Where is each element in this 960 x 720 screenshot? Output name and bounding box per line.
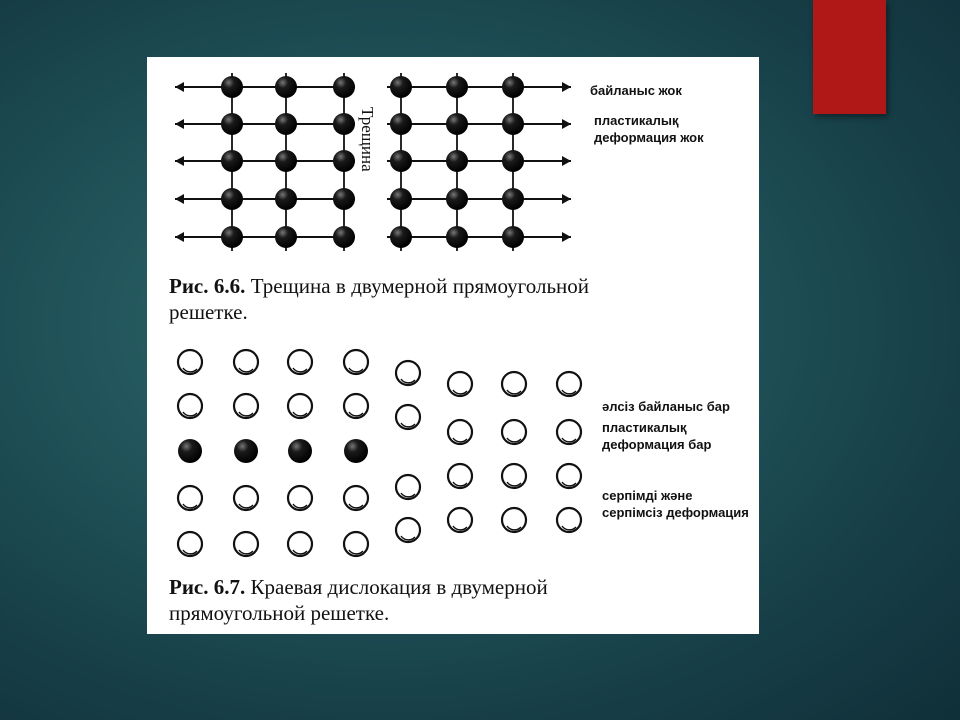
open-atom: [396, 518, 420, 542]
figure-6-6-number: Рис. 6.6.: [169, 274, 246, 298]
open-atom: [234, 486, 258, 510]
slide-accent-rect: [813, 0, 886, 114]
figure-6-7-number: Рис. 6.7.: [169, 575, 246, 599]
open-atom: [234, 350, 258, 374]
open-atom: [344, 394, 368, 418]
label-elastic-inelastic-deformation: серпімді және серпімсіз деформация: [602, 488, 749, 520]
open-atom: [557, 420, 581, 444]
open-atom: [557, 464, 581, 488]
open-atom: [448, 420, 472, 444]
open-atom: [344, 350, 368, 374]
open-atom: [502, 372, 526, 396]
open-atom: [396, 361, 420, 385]
open-atom: [288, 532, 312, 556]
open-atom: [344, 532, 368, 556]
dark-atom: [288, 439, 312, 463]
label-weak-bond: әлсіз байланыс бар: [602, 399, 730, 414]
open-atom: [557, 372, 581, 396]
open-atom: [448, 372, 472, 396]
open-atom: [288, 350, 312, 374]
dark-atom: [234, 439, 258, 463]
open-atom: [288, 486, 312, 510]
label-no-bond: байланыс жок: [590, 83, 682, 98]
figure-6-6-caption-text: Трещина в двумерной прямоугольной решетке.: [169, 274, 590, 324]
open-atom: [396, 475, 420, 499]
open-atom: [448, 508, 472, 532]
open-atom: [178, 532, 202, 556]
open-atom: [178, 394, 202, 418]
dark-atom: [178, 439, 202, 463]
open-atom: [396, 405, 420, 429]
open-atom: [502, 464, 526, 488]
figure-6-7-caption-text: Краевая дислокация в двумерной прямоугольной решетке.: [169, 575, 548, 625]
open-atom: [234, 394, 258, 418]
open-atom: [557, 508, 581, 532]
crack-label: Трещина: [358, 107, 377, 172]
dark-atom: [344, 439, 368, 463]
label-no-plastic-deformation: пластикалық деформация жок: [594, 113, 704, 145]
open-atom: [178, 486, 202, 510]
open-atom: [234, 532, 258, 556]
open-atom: [344, 486, 368, 510]
label-plastic-deformation: пластикалық деформация бар: [602, 420, 712, 452]
open-atom: [448, 464, 472, 488]
open-atom: [288, 394, 312, 418]
open-atom: [178, 350, 202, 374]
open-atom: [502, 508, 526, 532]
figure-panel: [147, 57, 759, 634]
open-atom: [502, 420, 526, 444]
figure-6-7-caption: [169, 574, 609, 626]
